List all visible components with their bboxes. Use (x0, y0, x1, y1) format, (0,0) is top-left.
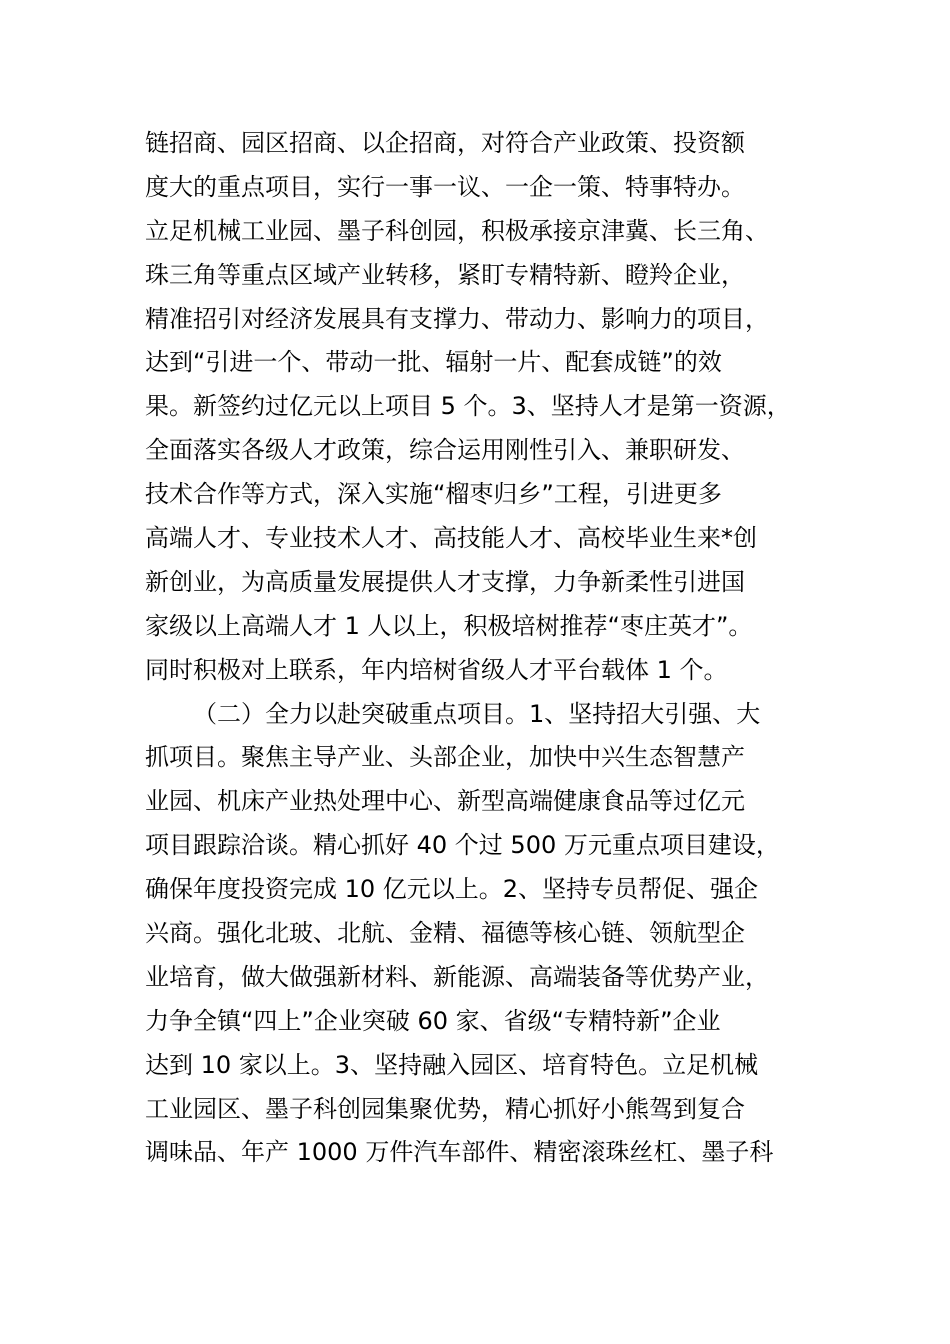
text-line: 链招商、园区招商、以企招商，对符合产业政策、投资额 (145, 129, 745, 157)
text-line: 新创业，为高质量发展提供人才支撑，力争新柔性引进国 (145, 567, 745, 596)
text-line: 立足机械工业园、墨子科创园，积极承接京津冀、长三角、 (145, 216, 769, 245)
text-line: 调味品、年产 1000 万件汽车部件、精密滚珠丝杠、墨子科 (145, 1138, 774, 1167)
body-text (145, 122, 835, 1175)
text-line: 力争全镇“四上”企业突破 60 家、省级“专精特新”企业 (145, 1006, 721, 1035)
text-line: 精准招引对经济发展具有支撑力、带动力、影响力的项目， (145, 304, 769, 333)
text-line: 工业园区、墨子科创园集聚优势，精心抓好小熊驾到复合 (145, 1094, 745, 1123)
text-line: 果。新签约过亿元以上项目 5 个。3、坚持人才是第一资源， (145, 392, 791, 421)
text-line: 高端人才、专业技术人才、高技能人才、高校毕业生来*创 (145, 524, 757, 553)
text-line: 技术合作等方式，深入实施“榴枣归乡”工程，引进更多 (145, 480, 722, 509)
text-line: 家级以上高端人才 1 人以上，积极培树推荐“枣庄英才”。 (145, 611, 753, 640)
text-line: 业培育，做大做强新材料、新能源、高端装备等优势产业， (145, 962, 769, 991)
text-line: 达到“引进一个、带动一批、辐射一片、配套成链”的效 (145, 348, 722, 377)
text-line: 项目跟踪洽谈。精心抓好 40 个过 500 万元重点项目建设， (145, 831, 780, 860)
text-line: 兴商。强化北玻、北航、金精、福德等核心链、领航型企 (145, 919, 745, 948)
text-line: 全面落实各级人才政策，综合运用刚性引入、兼职研发、 (145, 436, 745, 465)
text-line: 业园、机床产业热处理中心、新型高端健康食品等过亿元 (145, 787, 745, 816)
text-line: 达到 10 家以上。3、坚持融入园区、培育特色。立足机械 (145, 1050, 759, 1079)
section-heading-line: （二）全力以赴突破重点项目。1、坚持招大引强、大 (193, 699, 761, 728)
text-line: 度大的重点项目，实行一事一议、一企一策、特事特办。 (145, 172, 745, 201)
text-line: 同时积极对上联系，年内培树省级人才平台载体 1 个。 (145, 655, 728, 684)
text-line: 确保年度投资完成 10 亿元以上。2、坚持专员帮促、强企 (145, 875, 759, 904)
text-line: 抓项目。聚焦主导产业、头部企业，加快中兴生态智慧产 (145, 743, 745, 772)
text-line: 珠三角等重点区域产业转移，紧盯专精特新、瞪羚企业， (145, 260, 745, 289)
